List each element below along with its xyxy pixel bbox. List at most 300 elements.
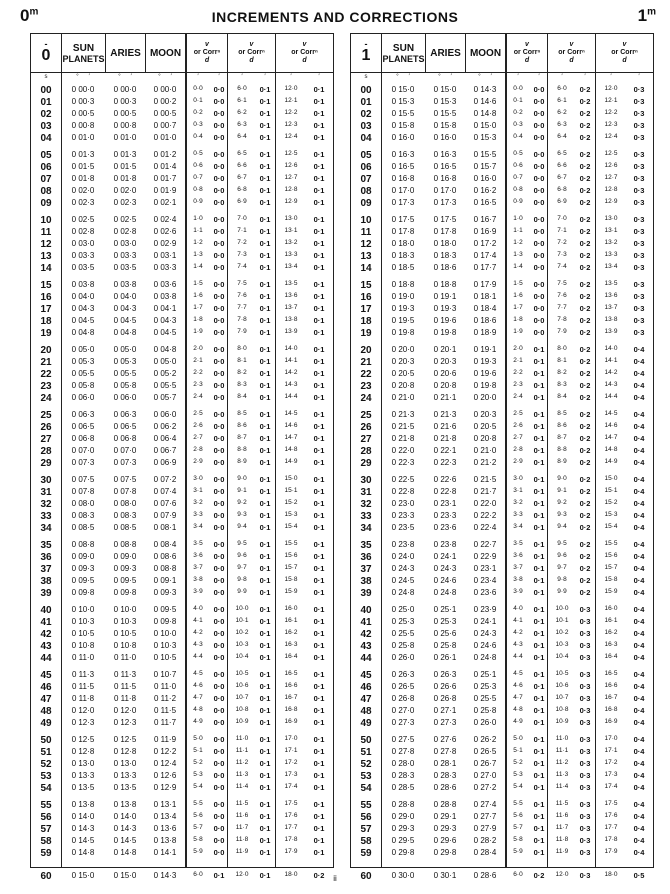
cell-c1: 0·0 (533, 85, 545, 94)
table-row (31, 487, 333, 499)
cell-v2: 8·7 (237, 434, 247, 441)
cell-v2: 6·3 (557, 121, 567, 128)
cell-v3: 12·9 (604, 198, 618, 205)
cell-moon: 0 06·7 (153, 446, 177, 455)
cell-aries: 0 25·1 (433, 605, 457, 614)
cell-c1: 0·0 (213, 381, 225, 390)
cell-c1: 0·0 (213, 121, 225, 130)
cell-c2: 0·3 (579, 747, 591, 756)
cell-v2: 8·9 (237, 458, 247, 465)
cell-c1: 0·1 (533, 487, 545, 496)
cell-c3: 0·3 (633, 85, 645, 94)
cell-v1: 5·0 (193, 735, 203, 742)
or-corr-label: or Corrⁿ (558, 49, 585, 56)
cell-v1: 5·7 (513, 824, 523, 831)
cell-c3: 0·3 (633, 328, 645, 337)
cell-v3: 17·4 (284, 783, 298, 790)
table-row (31, 800, 333, 812)
table-row (351, 682, 653, 694)
table-row (31, 150, 333, 162)
cell-v2: 6·6 (557, 162, 567, 169)
cell-moon: 0 19·8 (473, 381, 497, 390)
cell-c2: 0·2 (579, 523, 591, 532)
cell-c2: 0·1 (259, 564, 271, 573)
cell-v2: 7·2 (237, 239, 247, 246)
page-header (0, 6, 670, 28)
cell-sun: 0 12·0 (71, 706, 95, 715)
cell-sun: 0 17·0 (391, 186, 415, 195)
cell-c2: 0·2 (579, 458, 591, 467)
cell-v2: 7·5 (237, 280, 247, 287)
cell-aries: 0 14·8 (113, 848, 137, 857)
cell-s: 18 (40, 316, 52, 327)
cell-moon: 0 05·7 (153, 393, 177, 402)
cell-c1: 0·1 (533, 552, 545, 561)
cell-v1: 1·6 (513, 292, 523, 299)
cell-sun: 0 25·3 (391, 617, 415, 626)
cell-v3: 14·7 (604, 434, 618, 441)
cell-v1: 0·6 (193, 162, 203, 169)
cell-moon: 0 04·8 (153, 345, 177, 354)
cell-v3: 15·3 (604, 511, 618, 518)
table-row (31, 641, 333, 653)
cell-c3: 0·3 (633, 174, 645, 183)
cell-c1: 0·0 (533, 316, 545, 325)
cell-v2: 7·0 (237, 215, 247, 222)
cell-v3: 15·9 (604, 588, 618, 595)
cell-v1: 2·4 (193, 393, 203, 400)
cell-sun: 0 12·3 (71, 718, 95, 727)
cell-c1: 0·0 (213, 475, 225, 484)
cell-v1: 0·0 (513, 85, 523, 92)
cell-v3: 13·8 (284, 316, 298, 323)
cell-c1: 0·0 (213, 393, 225, 402)
sun-label: SUN (392, 42, 415, 54)
cell-v2: 7·3 (557, 251, 567, 258)
cell-v3: 13·2 (284, 239, 298, 246)
table-row (31, 97, 333, 109)
cell-sun: 0 22·5 (391, 475, 415, 484)
row-group (351, 410, 653, 475)
cell-v2: 11·4 (235, 783, 249, 790)
cell-sun: 0 08·0 (71, 499, 95, 508)
cell-c3: 0·1 (313, 540, 325, 549)
minute-bar-mark: - (44, 39, 48, 49)
cell-c1: 0·0 (213, 641, 225, 650)
cell-c3: 0·4 (633, 812, 645, 821)
cell-moon: 0 01·9 (153, 186, 177, 195)
cell-c2: 0·1 (259, 304, 271, 313)
cell-moon: 0 21·5 (473, 475, 497, 484)
table-row (31, 109, 333, 121)
column-header-row (31, 34, 333, 73)
cell-sun: 0 14·5 (71, 836, 95, 845)
table-row (31, 292, 333, 304)
d-label: d (249, 57, 254, 64)
cell-sun: 0 21·3 (391, 410, 415, 419)
cell-c1: 0·0 (213, 670, 225, 679)
cell-c2: 0·2 (579, 576, 591, 585)
cell-c3: 0·1 (313, 357, 325, 366)
cell-v3: 16·6 (284, 682, 298, 689)
cell-v2: 8·8 (237, 446, 247, 453)
cell-c2: 0·2 (579, 369, 591, 378)
d-label: d (302, 57, 307, 64)
unit-symbol: s (44, 74, 48, 80)
cell-c3: 0·1 (313, 706, 325, 715)
cell-v2: 9·4 (557, 523, 567, 530)
cell-c1: 0·1 (533, 670, 545, 679)
cell-s: 19 (360, 328, 372, 339)
cell-sun: 0 11·8 (71, 694, 95, 703)
cell-moon: 0 27·2 (473, 783, 497, 792)
table-row (351, 706, 653, 718)
table-row (351, 121, 653, 133)
column-header-aries (105, 34, 145, 72)
correction-header (558, 41, 585, 65)
cell-s: 20 (360, 345, 372, 356)
cell-moon: 0 13·8 (153, 836, 177, 845)
cell-c1: 0·1 (533, 735, 545, 744)
cell-c3: 0·1 (313, 162, 325, 171)
cell-v2: 9·4 (237, 523, 247, 530)
cell-s: 59 (360, 848, 372, 859)
minute-header (362, 41, 371, 65)
cell-moon: 0 11·7 (153, 718, 177, 727)
cell-c1: 0·0 (213, 540, 225, 549)
table-row (351, 475, 653, 487)
cell-moon: 0 13·4 (153, 812, 177, 821)
cell-v1: 1·7 (513, 304, 523, 311)
cell-s: 25 (40, 410, 52, 421)
cell-c1: 0·0 (213, 824, 225, 833)
cell-c2: 0·1 (259, 345, 271, 354)
cell-s: 34 (40, 523, 52, 534)
cell-c1: 0·1 (533, 783, 545, 792)
cell-c1: 0·0 (213, 422, 225, 431)
table-row (351, 215, 653, 227)
table-row (351, 133, 653, 145)
cell-c1: 0·1 (533, 706, 545, 715)
cell-v1: 1·0 (513, 215, 523, 222)
cell-c2: 0·2 (579, 174, 591, 183)
cell-c3: 0·4 (633, 653, 645, 662)
cell-c1: 0·1 (533, 458, 545, 467)
table-row (31, 552, 333, 564)
cell-aries: 0 09·0 (113, 552, 137, 561)
cell-c1: 0·0 (213, 836, 225, 845)
cell-s: 35 (360, 540, 372, 551)
cell-s: 33 (40, 511, 52, 522)
unit-label (529, 74, 549, 80)
cell-v1: 3·3 (513, 511, 523, 518)
cell-s: 37 (40, 564, 52, 575)
cell-c1: 0·0 (213, 174, 225, 183)
cell-v3: 17·1 (604, 747, 618, 754)
cell-sun: 0 22·3 (391, 458, 415, 467)
cell-c3: 0·4 (633, 393, 645, 402)
cell-v2: 9·5 (557, 540, 567, 547)
cell-sun: 0 20·0 (391, 345, 415, 354)
row-group (31, 735, 333, 800)
cell-v1: 5·4 (193, 783, 203, 790)
cell-c3: 0·1 (313, 564, 325, 573)
cell-s: 34 (360, 523, 372, 534)
cell-c3: 0·4 (633, 552, 645, 561)
v-label: v (249, 41, 254, 48)
cell-s: 21 (360, 357, 372, 368)
cell-sun: 0 13·0 (71, 759, 95, 768)
cell-v2: 11·1 (555, 747, 569, 754)
row-group (351, 85, 653, 150)
cell-v3: 14·0 (604, 345, 618, 352)
row-group (31, 605, 333, 670)
cell-moon: 0 06·9 (153, 458, 177, 467)
table-row (351, 641, 653, 653)
cell-v2: 6·7 (237, 174, 247, 181)
cell-aries: 0 21·8 (433, 434, 457, 443)
unit-label (549, 74, 575, 80)
cell-v1: 0·8 (513, 186, 523, 193)
cell-moon: 0 24·1 (473, 617, 497, 626)
cell-sun: 0 06·5 (71, 422, 95, 431)
cell-moon: 0 26·7 (473, 759, 497, 768)
cell-c2: 0·1 (259, 227, 271, 236)
cell-sun: 0 24·8 (391, 588, 415, 597)
cell-v2: 10·2 (235, 629, 249, 636)
cell-sun: 0 23·5 (391, 523, 415, 532)
cell-sun: 0 04·5 (71, 316, 95, 325)
cell-v1: 4·9 (193, 718, 203, 725)
table-row (351, 304, 653, 316)
cell-sun: 0 04·3 (71, 304, 95, 313)
table-row (31, 162, 333, 174)
moon-label: MOON (469, 47, 502, 59)
table-row (351, 345, 653, 357)
cell-v1: 0·5 (193, 150, 203, 157)
cell-v3: 16·7 (604, 694, 618, 701)
cell-sun: 0 15·3 (391, 97, 415, 106)
cell-c2: 0·1 (259, 381, 271, 390)
cell-moon: 0 08·1 (153, 523, 177, 532)
unit-label (305, 74, 333, 80)
cell-c3: 0·1 (313, 511, 325, 520)
cell-v2: 10·7 (555, 694, 569, 701)
unit-symbol: ′ (610, 74, 612, 80)
table-row (31, 121, 333, 133)
cell-v2: 10·5 (555, 670, 569, 677)
cell-aries: 0 12·8 (113, 747, 137, 756)
cell-sun: 0 06·8 (71, 434, 95, 443)
cell-v3: 13·3 (604, 251, 618, 258)
cell-v3: 16·5 (284, 670, 298, 677)
table-row (351, 540, 653, 552)
cell-v2: 7·4 (557, 263, 567, 270)
cell-c2: 0·1 (259, 422, 271, 431)
cell-aries: 0 12·5 (113, 735, 137, 744)
cell-aries: 0 26·3 (433, 670, 457, 679)
cell-s: 11 (360, 227, 372, 238)
column-header-corr (547, 34, 595, 72)
cell-s: 41 (360, 617, 372, 628)
cell-c3: 0·2 (313, 871, 325, 880)
cell-v2: 7·9 (557, 328, 567, 335)
cell-aries: 0 17·3 (433, 198, 457, 207)
cell-v1: 4·1 (513, 617, 523, 624)
cell-v3: 12·5 (284, 150, 298, 157)
cell-s: 40 (40, 605, 52, 616)
cell-v2: 11·4 (555, 783, 569, 790)
cell-v2: 11·1 (235, 747, 249, 754)
unit-symbol: ° (438, 74, 441, 80)
unit-symbol: ′ (638, 74, 640, 80)
cell-v3: 15·9 (284, 588, 298, 595)
cell-s: 54 (360, 783, 372, 794)
cell-c1: 0·0 (213, 446, 225, 455)
cell-v3: 15·6 (284, 552, 298, 559)
cell-aries: 0 25·3 (433, 617, 457, 626)
cell-c2: 0·1 (259, 198, 271, 207)
cell-v2: 8·6 (237, 422, 247, 429)
cell-aries: 0 06·8 (113, 434, 137, 443)
cell-v2: 6·3 (237, 121, 247, 128)
cell-v1: 5·9 (193, 848, 203, 855)
row-group (31, 540, 333, 605)
cell-v3: 12·2 (284, 109, 298, 116)
cell-v2: 6·7 (557, 174, 567, 181)
cell-v1: 1·1 (513, 227, 523, 234)
table-row (351, 316, 653, 328)
cell-moon: 0 04·5 (153, 328, 177, 337)
cell-aries: 0 11·3 (113, 670, 137, 679)
cell-c1: 0·0 (213, 735, 225, 744)
cell-sun: 0 28·5 (391, 783, 415, 792)
unit-label (625, 74, 653, 80)
table-row (351, 759, 653, 771)
cell-c1: 0·0 (213, 150, 225, 159)
cell-moon: 0 08·8 (153, 564, 177, 573)
cell-c2: 0·1 (259, 706, 271, 715)
cell-c2: 0·2 (579, 564, 591, 573)
table-row (31, 446, 333, 458)
unit-symbol: ′ (408, 74, 410, 80)
cell-c1: 0·1 (533, 617, 545, 626)
cell-v3: 14·1 (604, 357, 618, 364)
cell-sun: 0 15·5 (391, 109, 415, 118)
cell-aries: 0 01·3 (113, 150, 137, 159)
cell-c1: 0·0 (213, 198, 225, 207)
cell-c1: 0·1 (533, 848, 545, 857)
cell-v2: 7·5 (557, 280, 567, 287)
cell-sun: 0 13·8 (71, 800, 95, 809)
cell-aries: 0 29·3 (433, 824, 457, 833)
cell-v2: 8·3 (237, 381, 247, 388)
cell-sun: 0 08·5 (71, 523, 95, 532)
cell-sun: 0 29·8 (391, 848, 415, 857)
cell-s: 09 (40, 198, 52, 209)
unit-label (507, 74, 529, 80)
increments-table-0m (30, 33, 334, 882)
cell-moon: 0 18·4 (473, 304, 497, 313)
cell-aries: 0 24·6 (433, 576, 457, 585)
cell-c1: 0·0 (213, 747, 225, 756)
sun-planets-header (382, 43, 424, 64)
cell-s: 04 (40, 133, 52, 144)
cell-v1: 3·5 (513, 540, 523, 547)
row-group (351, 540, 653, 605)
table-row (351, 263, 653, 275)
cell-aries: 0 22·6 (433, 475, 457, 484)
cell-sun: 0 17·5 (391, 215, 415, 224)
cell-v1: 3·0 (193, 475, 203, 482)
cell-c3: 0·1 (313, 446, 325, 455)
cell-v2: 6·0 (557, 85, 567, 92)
cell-s: 10 (40, 215, 52, 226)
cell-moon: 0 16·0 (473, 174, 497, 183)
cell-c3: 0·4 (633, 475, 645, 484)
cell-aries: 0 29·1 (433, 812, 457, 821)
cell-c2: 0·2 (579, 198, 591, 207)
cell-aries: 0 18·6 (433, 263, 457, 272)
cell-v1: 4·2 (513, 629, 523, 636)
cell-moon: 0 25·5 (473, 694, 497, 703)
cell-v1: 2·3 (193, 381, 203, 388)
cell-v1: 1·7 (193, 304, 203, 311)
cell-c2: 0·1 (259, 328, 271, 337)
cell-aries: 0 21·3 (433, 410, 457, 419)
cell-v3: 12·2 (604, 109, 618, 116)
table-row (31, 706, 333, 718)
row-group (31, 345, 333, 410)
cell-sun: 0 13·5 (71, 783, 95, 792)
cell-s: 31 (40, 487, 52, 498)
cell-sun: 0 26·3 (391, 670, 415, 679)
cell-v3: 17·6 (284, 812, 298, 819)
cell-v3: 16·8 (284, 706, 298, 713)
cell-v2: 9·2 (237, 499, 247, 506)
cell-sun: 0 02·0 (71, 186, 95, 195)
cell-sun: 0 03·8 (71, 280, 95, 289)
cell-v2: 7·1 (237, 227, 247, 234)
cell-v2: 8·2 (237, 369, 247, 376)
cell-c3: 0·1 (313, 836, 325, 845)
cell-v2: 11·8 (555, 836, 569, 843)
cell-v1: 4·0 (513, 605, 523, 612)
cell-v3: 14·6 (604, 422, 618, 429)
cell-moon: 0 28·2 (473, 836, 497, 845)
cell-sun: 0 20·8 (391, 381, 415, 390)
cell-c2: 0·2 (579, 304, 591, 313)
cell-c2: 0·3 (579, 706, 591, 715)
cell-aries: 0 07·3 (113, 458, 137, 467)
cell-v1: 4·5 (513, 670, 523, 677)
cell-s: 24 (40, 393, 52, 404)
cell-c1: 0·0 (213, 458, 225, 467)
cell-aries: 0 02·0 (113, 186, 137, 195)
cell-v1: 1·6 (193, 292, 203, 299)
cell-moon: 0 10·0 (153, 629, 177, 638)
cell-c3: 0·3 (633, 280, 645, 289)
cell-v3: 14·2 (284, 369, 298, 376)
cell-moon: 0 05·0 (153, 357, 177, 366)
cell-s: 12 (40, 239, 52, 250)
cell-sun: 0 11·3 (71, 670, 95, 679)
cell-c2: 0·1 (259, 109, 271, 118)
cell-c3: 0·1 (313, 292, 325, 301)
cell-c3: 0·1 (313, 198, 325, 207)
cell-c2: 0·1 (259, 523, 271, 532)
cell-c3: 0·3 (633, 150, 645, 159)
